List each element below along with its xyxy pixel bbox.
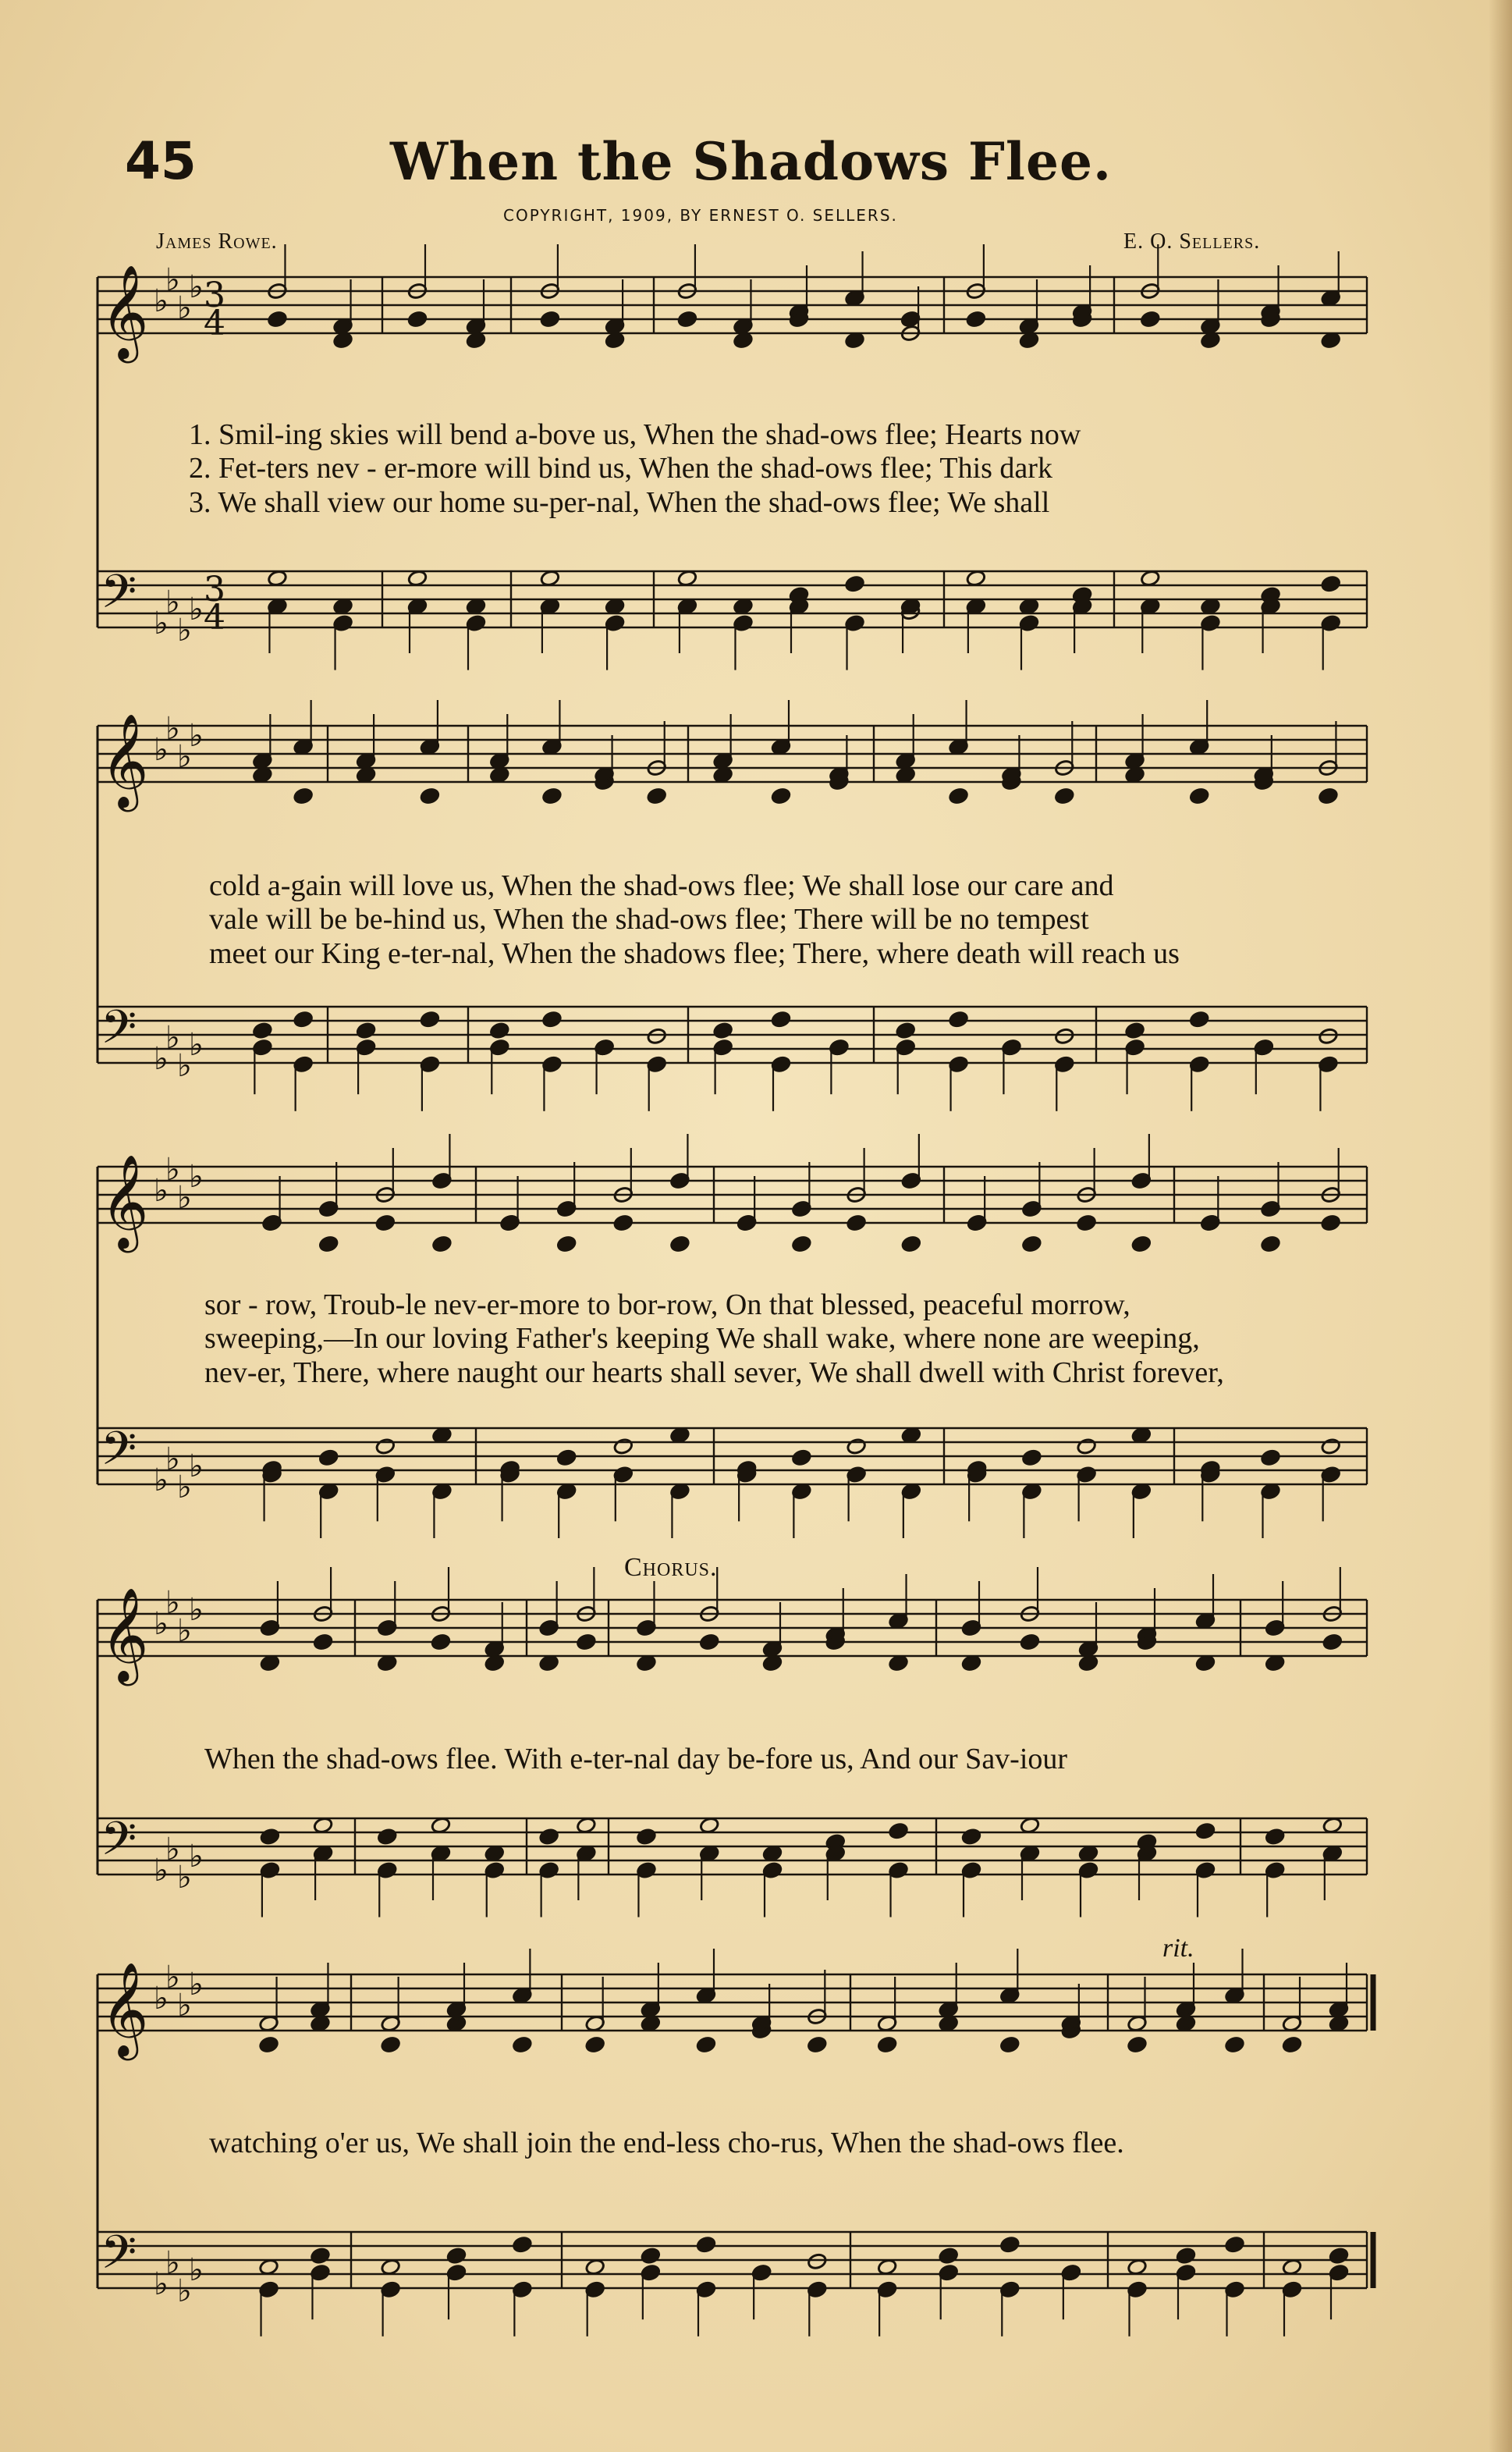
flat-sign-icon: ♭: [154, 1981, 169, 2017]
note-head: [791, 1235, 811, 1253]
note-head: [999, 2036, 1020, 2054]
note-head: [877, 2036, 897, 2054]
flat-sign-icon: ♭: [189, 592, 204, 627]
note-head: [1318, 787, 1338, 805]
note-head: [901, 1235, 921, 1253]
time-signature-bottom: 4: [204, 304, 225, 343]
flat-sign-icon: ♭: [189, 1159, 204, 1195]
note-head: [1224, 2236, 1244, 2254]
hymn-title: When the Shadows Flee.: [390, 131, 1112, 192]
lyric-line-s2-v3: meet our King e-ter-nal, When the shadows flee; There, where death will reach us: [209, 937, 1180, 970]
treble-clef-icon: 𝄞: [101, 264, 149, 359]
treble-clef-icon: 𝄞: [101, 1961, 149, 2056]
note-head: [310, 2247, 330, 2265]
flat-sign-icon: ♭: [189, 718, 204, 754]
note-head: [420, 1011, 440, 1029]
note-head: [375, 1214, 396, 1232]
note-head: [1124, 1022, 1145, 1039]
note-head: [1127, 2036, 1147, 2054]
treble-clef-icon: 𝄞: [101, 1153, 149, 1249]
note-head: [539, 1828, 559, 1846]
time-signature-bottom: 4: [204, 598, 225, 638]
note-head: [381, 2036, 401, 2054]
lyric-line-s1-v3: 3. We shall view our home su-per-nal, When the shad-ows flee; We shall: [189, 486, 1050, 519]
note-head: [1077, 1214, 1097, 1232]
note-head: [293, 1011, 314, 1029]
note-head: [431, 1235, 452, 1253]
flat-sign-icon: ♭: [165, 1832, 180, 1867]
note-head: [1077, 1437, 1097, 1455]
flat-sign-icon: ♭: [177, 1048, 192, 1084]
flat-sign-icon: ♭: [165, 1585, 180, 1621]
flat-sign-icon: ♭: [189, 1448, 204, 1484]
note-head: [1282, 2036, 1302, 2054]
flat-sign-icon: ♭: [177, 1180, 192, 1216]
flat-sign-icon: ♭: [177, 1860, 192, 1896]
note-head: [939, 2247, 959, 2265]
note-head: [1054, 1028, 1074, 1046]
note-head: [1140, 311, 1160, 329]
note-head: [1021, 1235, 1042, 1253]
note-head: [512, 2236, 532, 2254]
flat-sign-icon: ♭: [165, 2245, 180, 2281]
flat-sign-icon: ♭: [165, 711, 180, 747]
lyric-line-s1-v1: 1. Smil-ing skies will bend a-bove us, When the shad-ows flee; Hearts now: [189, 418, 1081, 451]
flat-sign-icon: ♭: [189, 1967, 204, 2002]
note-head: [807, 2253, 827, 2271]
note-head: [696, 2036, 716, 2054]
flat-sign-icon: ♭: [165, 585, 180, 620]
lyric-line-s3-v3: nev-er, There, where naught our hearts shall sever, We shall dwell with Christ forever,: [204, 1356, 1224, 1389]
note-head: [888, 1822, 908, 1840]
flat-sign-icon: ♭: [154, 1041, 169, 1077]
time-signature-top: 3: [204, 275, 225, 315]
flat-sign-icon: ♭: [154, 2266, 169, 2302]
flat-sign-icon: ♭: [165, 1441, 180, 1477]
note-head: [1021, 1449, 1042, 1467]
note-head: [636, 1828, 656, 1846]
note-head: [807, 2036, 827, 2054]
flat-sign-icon: ♭: [177, 1469, 192, 1505]
note-head: [540, 311, 560, 329]
note-head: [541, 787, 562, 805]
bass-clef-icon: 𝄢: [101, 2225, 137, 2290]
copyright-notice: COPYRIGHT, 1909, BY ERNEST O. SELLERS.: [503, 206, 898, 225]
lyric-line-s1-v2: 2. Fet-ters nev - er-more will bind us, When the shad-ows flee; This dark: [189, 452, 1052, 485]
flat-sign-icon: ♭: [154, 1462, 169, 1498]
note-head: [613, 1437, 634, 1455]
bass-clef-icon: 𝄢: [101, 1000, 137, 1065]
flat-sign-icon: ♭: [165, 262, 180, 298]
note-head: [512, 2036, 532, 2054]
flat-sign-icon: ♭: [165, 1020, 180, 1056]
flat-sign-icon: ♭: [165, 1152, 180, 1188]
note-head: [1260, 1449, 1280, 1467]
flat-sign-icon: ♭: [177, 1988, 192, 2024]
note-head: [948, 1011, 968, 1029]
note-head: [948, 787, 968, 805]
flat-sign-icon: ♭: [154, 606, 169, 641]
bass-clef-icon: 𝄢: [101, 1421, 137, 1487]
flat-sign-icon: ♭: [177, 739, 192, 775]
flat-sign-icon: ♭: [177, 613, 192, 649]
flat-sign-icon: ♭: [189, 1592, 204, 1628]
flat-sign-icon: ♭: [177, 290, 192, 326]
note-head: [677, 311, 697, 329]
note-head: [576, 1633, 596, 1651]
note-head: [696, 2236, 716, 2254]
note-head: [318, 1449, 339, 1467]
chorus-label: Chorus.: [624, 1553, 718, 1582]
note-head: [647, 1028, 667, 1046]
note-head: [669, 1235, 690, 1253]
note-head: [446, 2247, 467, 2265]
note-head: [377, 1828, 397, 1846]
note-head: [961, 1828, 981, 1846]
flat-sign-icon: ♭: [177, 1613, 192, 1649]
flat-sign-icon: ♭: [189, 2252, 204, 2288]
flat-sign-icon: ♭: [154, 283, 169, 319]
note-head: [771, 1011, 791, 1029]
note-head: [896, 1022, 916, 1039]
lyric-line-s2-v1: cold a-gain will love us, When the shad-ows flee; We shall lose our care and: [209, 869, 1114, 902]
note-head: [258, 2036, 279, 2054]
flat-sign-icon: ♭: [189, 269, 204, 305]
note-head: [1265, 1828, 1285, 1846]
lyricist-credit: James Rowe.: [156, 229, 278, 254]
staff-lines: [98, 277, 1373, 2288]
note-head: [252, 1022, 272, 1039]
note-head: [1321, 575, 1341, 593]
note-head: [1054, 787, 1074, 805]
note-head: [1321, 1214, 1341, 1232]
flat-sign-icon: ♭: [154, 732, 169, 768]
note-head: [1189, 1011, 1209, 1029]
note-head: [420, 787, 440, 805]
flat-sign-icon: ♭: [189, 1027, 204, 1063]
lyric-line-s3-v1: sor - row, Troub-le nev-er-more to bor-row, On that blessed, peaceful morrow,: [204, 1288, 1130, 1321]
note-head: [1020, 1633, 1040, 1651]
note-head: [293, 787, 314, 805]
note-head: [647, 787, 667, 805]
lyric-line-s4: When the shad-ows flee. With e-ter-nal day be-fore us, And our Sav-iour: [204, 1743, 1068, 1775]
hymn-number: 45: [125, 131, 197, 191]
composer-credit: E. O. Sellers.: [1123, 229, 1261, 254]
note-head: [966, 311, 986, 329]
note-head: [1176, 2247, 1196, 2265]
note-head: [641, 2247, 661, 2265]
ritardando-marking: rit.: [1162, 1934, 1194, 1963]
note-head: [1321, 1437, 1341, 1455]
note-head: [431, 1633, 451, 1651]
note-head: [771, 787, 791, 805]
bass-clef-icon: 𝄢: [101, 1811, 137, 1877]
flat-sign-icon: ♭: [154, 1606, 169, 1642]
note-head: [1189, 787, 1209, 805]
time-signature-top: 3: [204, 570, 225, 609]
note-head: [847, 1437, 867, 1455]
note-head: [313, 1633, 333, 1651]
note-head: [847, 1214, 867, 1232]
treble-clef-icon: 𝄞: [101, 1587, 149, 1682]
note-head: [1131, 1235, 1152, 1253]
note-head: [1318, 1028, 1338, 1046]
treble-clef-icon: 𝄞: [101, 713, 149, 808]
note-head: [1260, 1235, 1280, 1253]
note-head: [791, 1449, 811, 1467]
note-head: [999, 2236, 1020, 2254]
note-head: [556, 1235, 577, 1253]
note-head: [1195, 1822, 1216, 1840]
note-head: [1329, 2247, 1349, 2265]
note-head: [318, 1235, 339, 1253]
note-head: [260, 1828, 280, 1846]
note-head: [407, 311, 428, 329]
note-head: [1322, 1633, 1343, 1651]
lyric-line-s2-v2: vale will be be-hind us, When the shad-ows flee; There will be no tempest: [209, 903, 1089, 936]
note-head: [699, 1633, 719, 1651]
note-head: [541, 1011, 562, 1029]
note-head: [713, 1022, 733, 1039]
flat-sign-icon: ♭: [154, 1853, 169, 1889]
bass-clef-icon: 𝄢: [101, 564, 137, 630]
note-head: [844, 575, 864, 593]
note-head: [1224, 2036, 1244, 2054]
flat-sign-icon: ♭: [165, 1960, 180, 1995]
note-head: [356, 1022, 376, 1039]
note-head: [585, 2036, 605, 2054]
lyric-line-s5: watching o'er us, We shall join the end-less cho-rus, When the shad-ows flee.: [209, 2127, 1124, 2159]
note-head: [613, 1214, 634, 1232]
flat-sign-icon: ♭: [177, 2273, 192, 2309]
flat-sign-icon: ♭: [154, 1173, 169, 1209]
note-head: [375, 1437, 396, 1455]
note-head: [489, 1022, 509, 1039]
lyric-line-s3-v2: sweeping,—In our loving Father's keeping We shall wake, where none are weeping,: [204, 1322, 1200, 1355]
note-head: [556, 1449, 577, 1467]
flat-sign-icon: ♭: [189, 1839, 204, 1875]
note-head: [267, 311, 287, 329]
